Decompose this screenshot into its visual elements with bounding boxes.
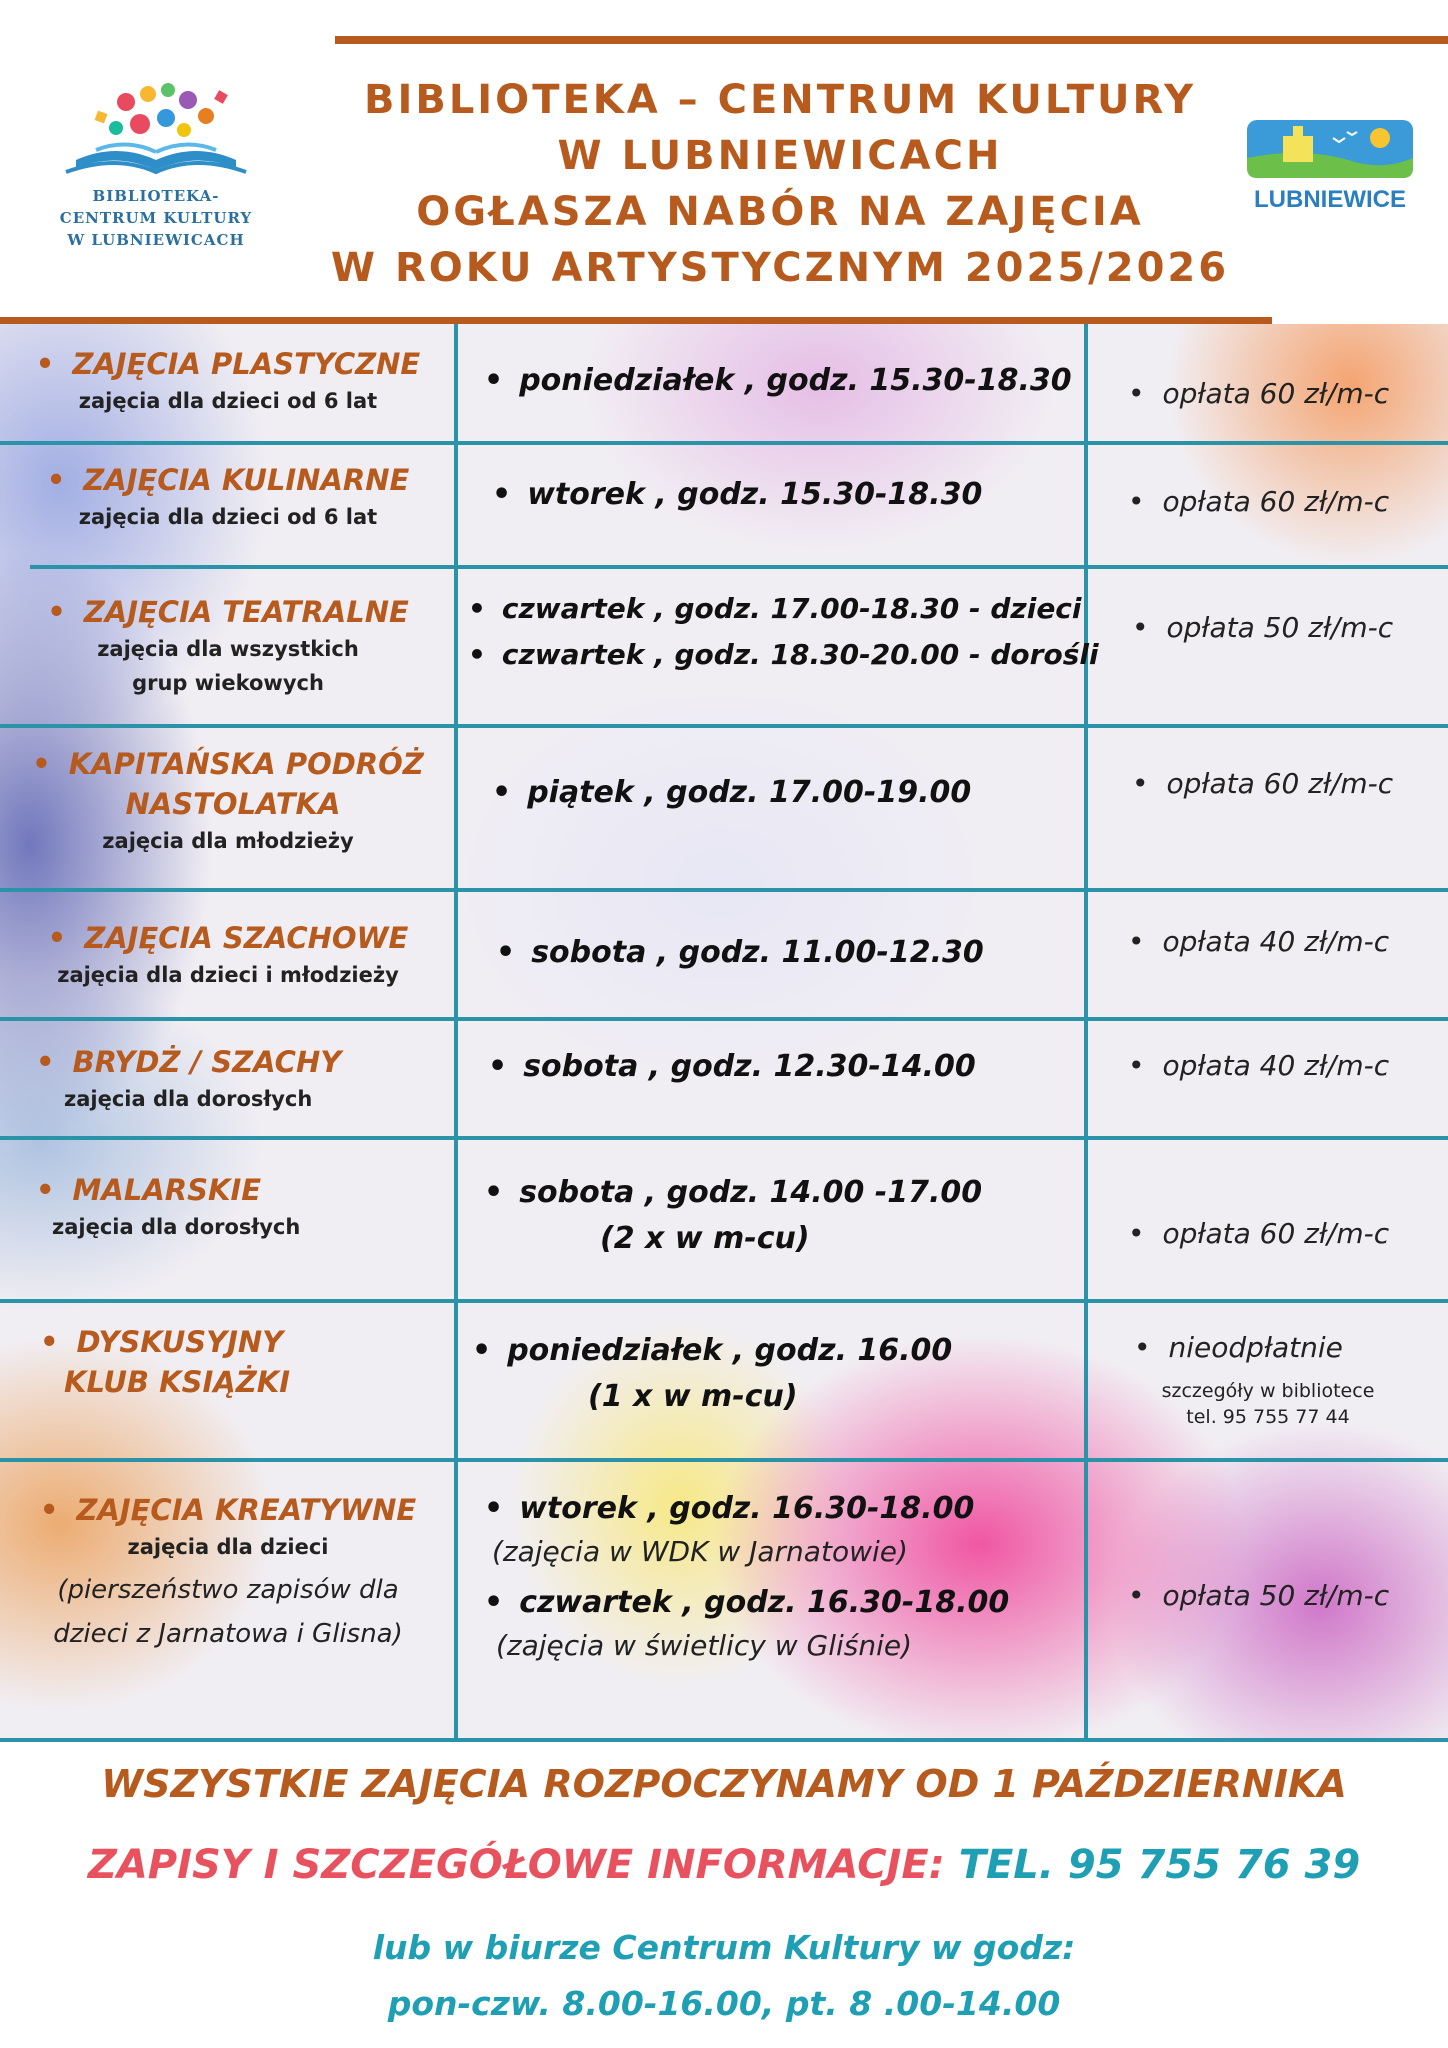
row-9-name-cell xyxy=(0,1490,456,1656)
row-divider xyxy=(0,888,1448,892)
schedule-line: • poniedziałek , godz. 16.00 xyxy=(472,1328,1096,1374)
row-7-schedule-cell xyxy=(460,1170,1108,1262)
row-divider xyxy=(0,1458,1448,1462)
schedule-line: • wtorek , godz. 15.30-18.30 xyxy=(492,472,1116,518)
class-name: • ZAJĘCIA KULINARNE xyxy=(0,460,456,500)
row-3-name-cell xyxy=(0,592,456,700)
row-3-fee-cell xyxy=(1088,608,1448,648)
schedule-venue: (zajęcia w świetlicy w Gliśnie) xyxy=(496,1629,913,1662)
row-divider xyxy=(0,1017,1448,1021)
class-audience: zajęcia dla młodzieży xyxy=(102,829,354,853)
top-decorative-bar xyxy=(335,36,1448,44)
class-audience: zajęcia dla dzieci xyxy=(127,1535,329,1559)
row-5-fee-cell xyxy=(1088,922,1448,962)
office-info xyxy=(0,1920,1448,2032)
row-1-fee-cell xyxy=(1088,374,1448,414)
class-name: • KAPITAŃSKA PODRÓŻ xyxy=(0,744,456,784)
class-name: • ZAJĘCIA PLASTYCZNE xyxy=(0,344,456,384)
page-title xyxy=(300,72,1260,296)
row-8-fee-cell xyxy=(1088,1328,1448,1430)
row-2-fee-cell xyxy=(1088,482,1448,522)
fee-detail: szczegóły w bibliotece xyxy=(1161,1380,1375,1402)
schedule-line: • czwartek , godz. 18.30-20.00 - dorośli xyxy=(468,632,1092,678)
contact-line xyxy=(0,1842,1448,1888)
row-1-name-cell xyxy=(0,344,456,418)
fee-text: • opłata 60 zł/m-c xyxy=(1128,374,1448,414)
fee-text: • opłata 60 zł/m-c xyxy=(1132,764,1448,804)
row-2-schedule-cell xyxy=(460,472,1116,518)
schedule-note: (1 x w m-cu) xyxy=(588,1379,798,1414)
row-divider xyxy=(0,724,1448,728)
class-audience: zajęcia dla dzieci i młodzieży xyxy=(57,963,399,987)
schedule-venue: (zajęcia w WDK w Jarnatowie) xyxy=(492,1535,908,1568)
schedule-line: • piątek , godz. 17.00-19.00 xyxy=(492,770,1116,816)
schedule-line: • sobota , godz. 14.00 -17.00 xyxy=(484,1170,1108,1216)
logo-left-line-3: W LUBNIEWICACH xyxy=(67,231,245,249)
class-name: • MALARSKIE xyxy=(0,1170,456,1210)
start-date-banner: WSZYSTKIE ZAJĘCIA ROZPOCZYNAMY OD 1 PAŹDZIERNIKA xyxy=(101,1762,1347,1806)
town-emblem-icon xyxy=(1245,118,1415,182)
row-6-fee-cell xyxy=(1088,1046,1448,1086)
class-audience: zajęcia dla dzieci od 6 lat xyxy=(78,505,378,529)
row-3-schedule-cell xyxy=(460,586,1099,678)
row-4-schedule-cell xyxy=(460,770,1116,816)
title-line-4: W ROKU ARTYSTYCZNYM 2025/2026 xyxy=(330,245,1230,291)
class-audience: zajęcia dla dorosłych xyxy=(64,1087,313,1111)
title-line-3: OGŁASZA NABÓR NA ZAJĘCIA xyxy=(416,189,1144,235)
header-divider xyxy=(0,317,1272,324)
row-5-name-cell xyxy=(0,918,456,992)
row-6-schedule-cell xyxy=(460,1044,1112,1090)
class-name: • ZAJĘCIA SZACHOWE xyxy=(0,918,456,958)
fee-text: • opłata 40 zł/m-c xyxy=(1128,922,1448,962)
logo-right-text: LUBNIEWICE xyxy=(1254,186,1406,213)
contact-phone: TEL. 95 755 76 39 xyxy=(958,1842,1361,1888)
class-audience: grup wiekowych xyxy=(132,671,324,695)
schedule-line: • czwartek , godz. 16.30-18.00 xyxy=(484,1580,1108,1626)
class-name-cont: NASTOLATKA xyxy=(125,787,341,821)
logo-left-line-1: BIBLIOTEKA- xyxy=(92,187,220,205)
schedule-line: • sobota , godz. 11.00-12.30 xyxy=(496,930,1120,976)
fee-text: • nieodpłatnie xyxy=(1088,1328,1448,1368)
library-logo xyxy=(56,72,256,262)
row-8-name-cell xyxy=(0,1322,456,1402)
class-name: • BRYDŻ / SZACHY xyxy=(0,1042,456,1082)
fee-text: • opłata 60 zł/m-c xyxy=(1128,482,1448,522)
schedule-line: • sobota , godz. 12.30-14.00 xyxy=(488,1044,1112,1090)
row-divider xyxy=(0,1136,1448,1140)
lubniewice-logo xyxy=(1245,118,1415,218)
book-colorful-icon xyxy=(56,72,256,182)
title-line-1: BIBLIOTEKA – CENTRUM KULTURY xyxy=(363,77,1197,123)
row-divider xyxy=(30,565,1448,569)
row-divider xyxy=(0,1738,1448,1742)
title-line-2: W LUBNIEWICACH xyxy=(557,133,1003,179)
contact-label: ZAPISY I SZCZEGÓŁOWE INFORMACJE: xyxy=(87,1842,945,1888)
row-1-schedule-cell xyxy=(460,358,1108,404)
fee-text: • opłata 50 zł/m-c xyxy=(1128,1576,1448,1616)
class-name-cont: KLUB KSIĄŻKI xyxy=(64,1365,290,1399)
row-7-name-cell xyxy=(0,1170,456,1244)
logo-left-line-2: CENTRUM KULTURY xyxy=(59,209,253,227)
classes-table xyxy=(0,324,1448,1742)
schedule-note: (2 x w m-cu) xyxy=(600,1221,810,1256)
row-divider xyxy=(0,441,1448,445)
row-9-schedule-cell xyxy=(460,1486,1108,1666)
class-audience: zajęcia dla wszystkich xyxy=(97,637,359,661)
schedule-line: • czwartek , godz. 17.00-18.30 - dzieci xyxy=(468,586,1092,632)
hours-line: pon-czw. 8.00-16.00, pt. 8 .00-14.00 xyxy=(387,1984,1061,2023)
class-name: • DYSKUSYJNY xyxy=(0,1322,456,1362)
office-line: lub w biurze Centrum Kultury w godz: xyxy=(372,1928,1076,1967)
row-5-schedule-cell xyxy=(460,930,1120,976)
row-8-schedule-cell xyxy=(460,1328,1096,1420)
priority-note: (pierszeństwo zapisów dla xyxy=(57,1575,399,1605)
row-2-name-cell xyxy=(0,460,456,534)
fee-text: • opłata 40 zł/m-c xyxy=(1128,1046,1448,1086)
schedule-line: • poniedziałek , godz. 15.30-18.30 xyxy=(484,358,1108,404)
class-audience: zajęcia dla dorosłych xyxy=(52,1215,301,1239)
row-9-fee-cell xyxy=(1088,1576,1448,1616)
row-6-name-cell xyxy=(0,1042,456,1116)
row-4-name-cell xyxy=(0,744,456,858)
class-name: • ZAJĘCIA KREATYWNE xyxy=(0,1490,456,1530)
fee-detail: tel. 95 755 77 44 xyxy=(1186,1406,1350,1428)
schedule-line: • wtorek , godz. 16.30-18.00 xyxy=(484,1486,1108,1532)
row-7-fee-cell xyxy=(1088,1214,1448,1254)
row-4-fee-cell xyxy=(1088,764,1448,804)
class-name: • ZAJĘCIA TEATRALNE xyxy=(0,592,456,632)
row-divider xyxy=(0,1299,1448,1303)
fee-text: • opłata 60 zł/m-c xyxy=(1128,1214,1448,1254)
class-audience: zajęcia dla dzieci od 6 lat xyxy=(78,389,378,413)
fee-text: • opłata 50 zł/m-c xyxy=(1132,608,1448,648)
priority-note: dzieci z Jarnatowa i Glisna) xyxy=(53,1619,403,1649)
